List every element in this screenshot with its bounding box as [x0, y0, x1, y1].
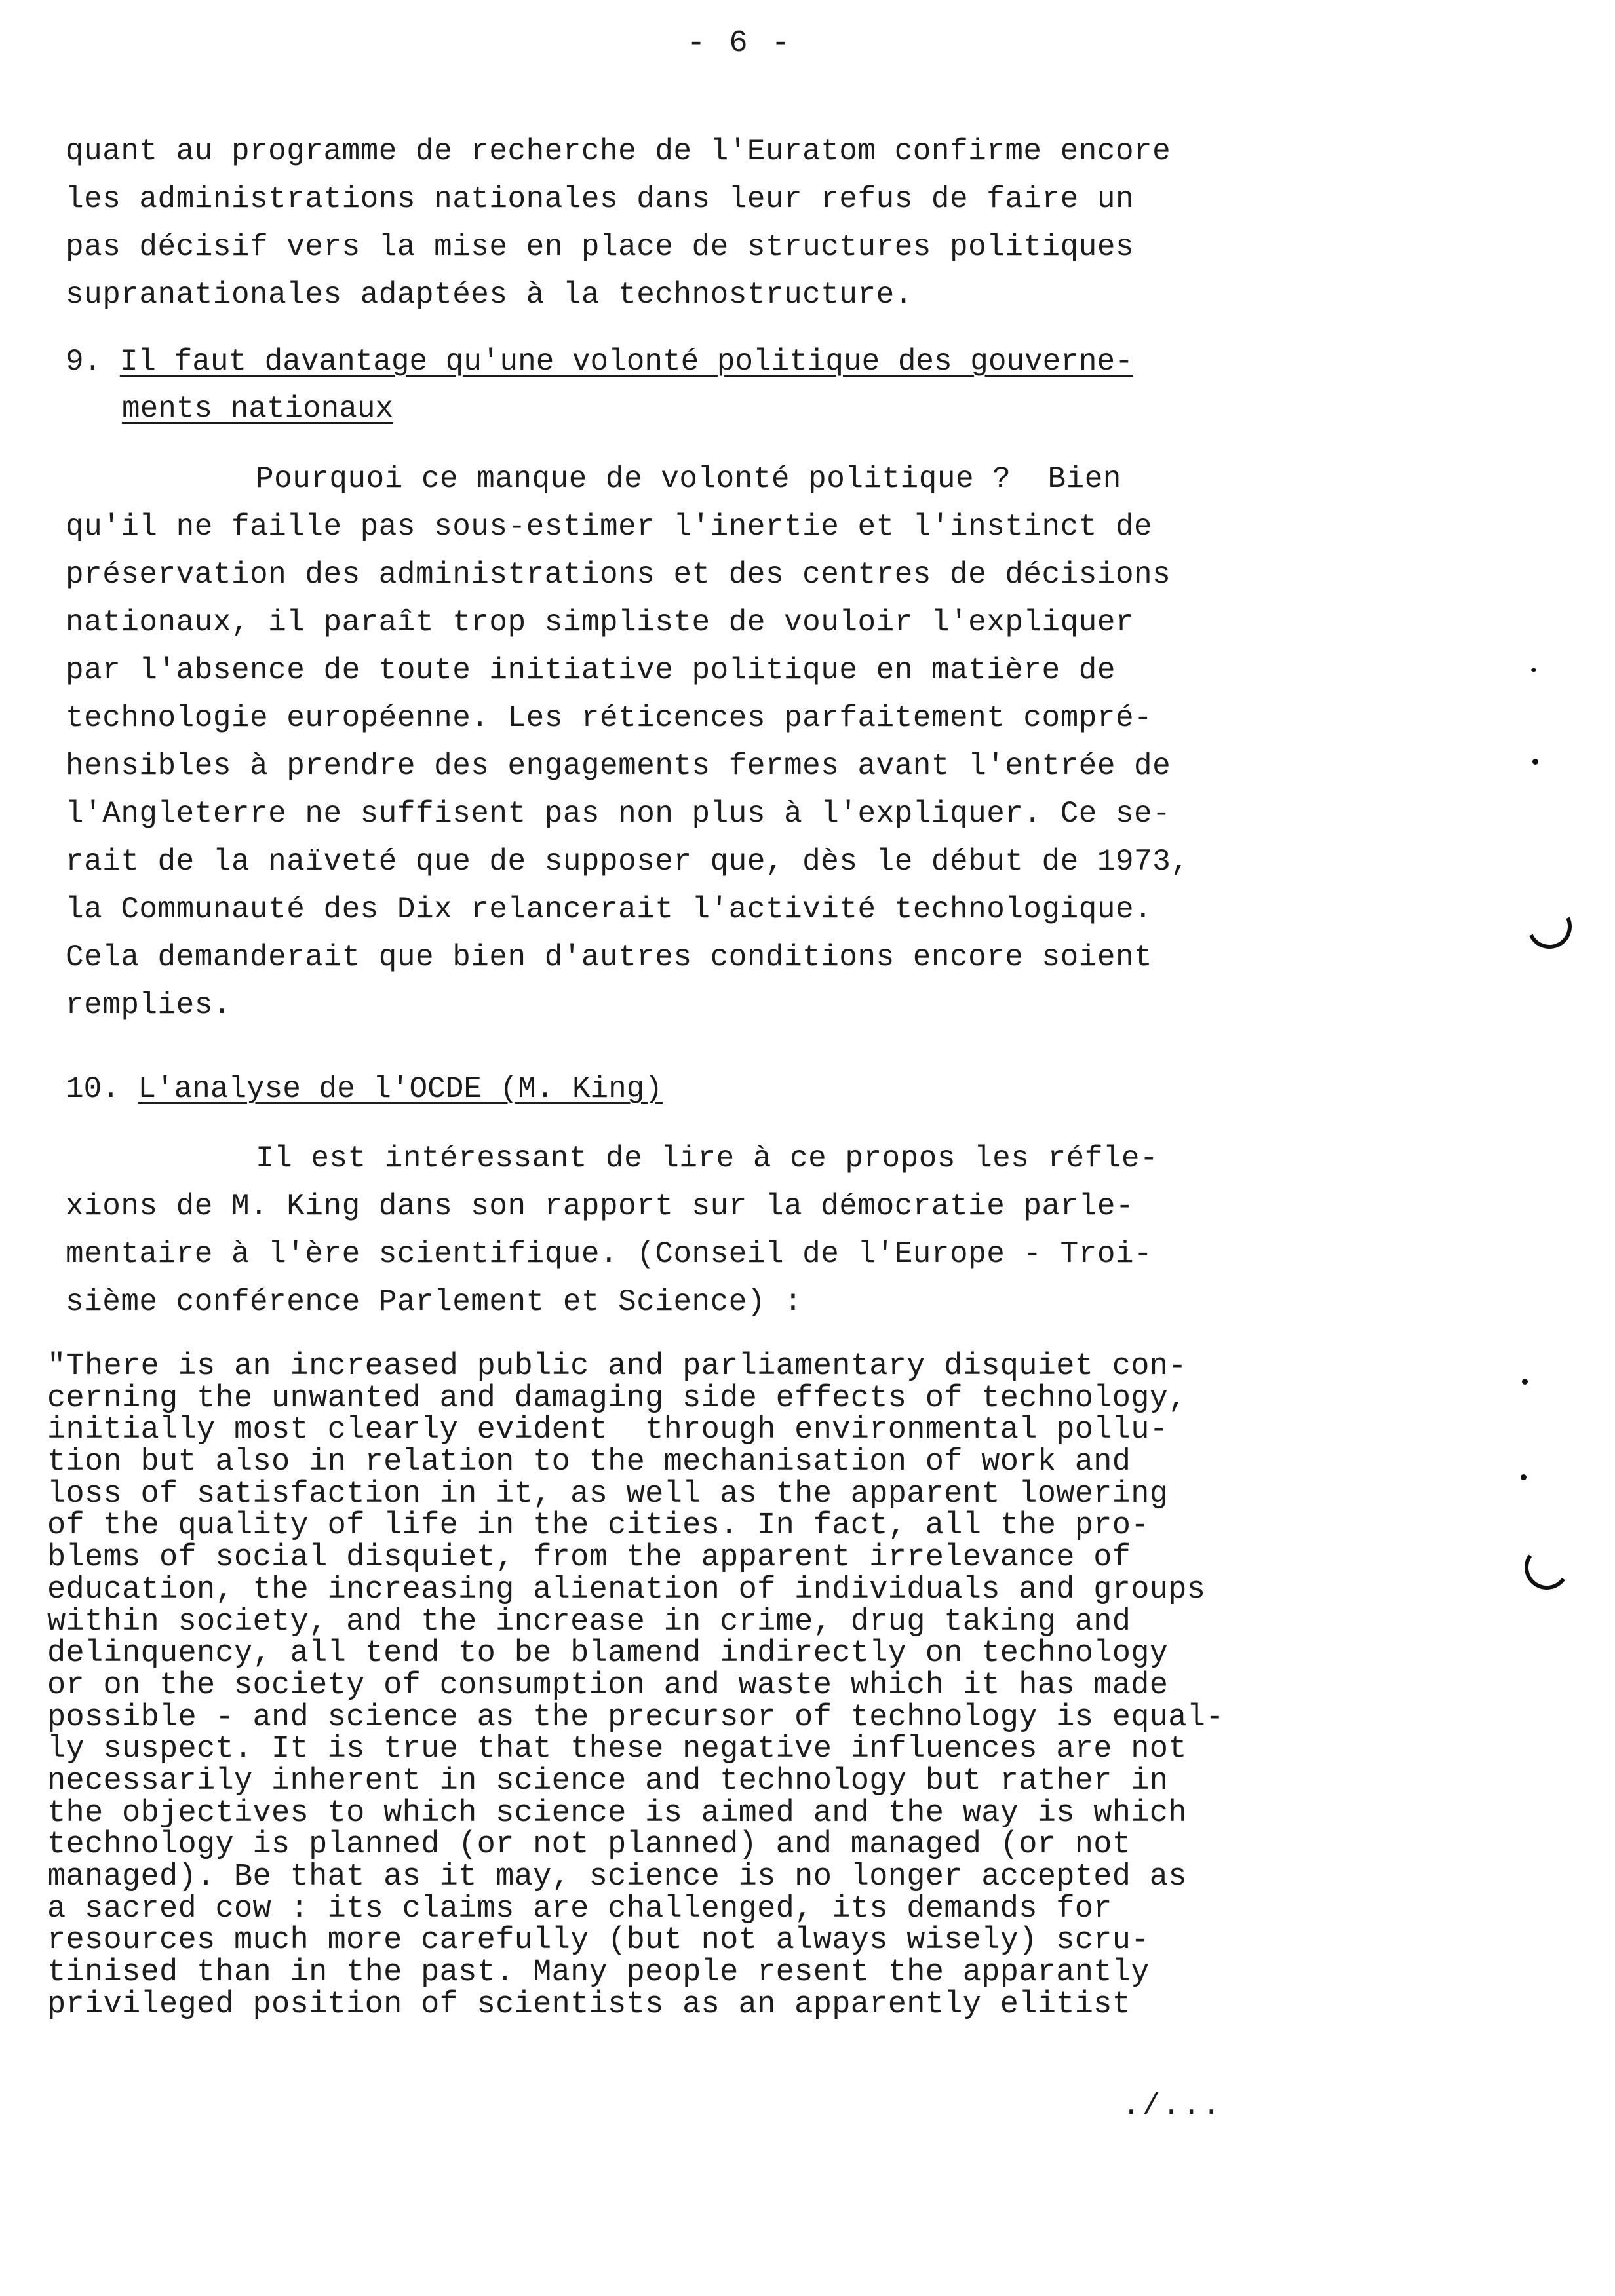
section-9-heading-cont [122, 387, 393, 431]
quote-line: resources much more carefully (but not always wisely) scru- [47, 1923, 1150, 1959]
text-line: Il est intéressant de lire à ce propos les réfle- [256, 1141, 1159, 1176]
scan-dot [1531, 668, 1536, 672]
quote-line: loss of satisfaction in it, as well as the apparent lowering [47, 1476, 1169, 1512]
text-line: quant au programme de recherche de l'Euratom confirme encore [66, 134, 1171, 168]
quote-line: managed). Be that as it may, science is no longer accepted as [47, 1860, 1187, 1894]
text-line: Pourquoi ce manque de volonté politique ? Bien [256, 462, 1121, 496]
english-quotation [47, 1351, 1224, 2021]
quote-line: the objectives to which science is aimed and the way is which [47, 1795, 1187, 1831]
quote-line: a sacred cow : its claims are challenged, its demands for [47, 1891, 1112, 1926]
text-line: qu'il ne faille pas sous-estimer l'inertie et l'instinct de [66, 510, 1153, 544]
quote-line: within society, and the increase in crime, drug taking and [47, 1604, 1131, 1639]
quote-line: of the quality of life in the cities. In fact, all the pro- [47, 1508, 1150, 1544]
text-line: l'Angleterre ne suffisent pas non plus à l'expliquer. Ce se- [66, 797, 1171, 831]
quote-line: education, the increasing alienation of individuals and groups [47, 1572, 1206, 1607]
text-line: xions de M. King dans son rapport sur la démocratie parle- [66, 1189, 1135, 1223]
text-line: hensibles à prendre des engagements fermes avant l'entrée de [66, 749, 1171, 783]
scan-hole-arc [1521, 898, 1578, 955]
quote-line: or on the society of consumption and waste which it has made [47, 1668, 1169, 1703]
section-9-heading [66, 339, 1133, 384]
text-line: sième conférence Parlement et Science) : [66, 1285, 803, 1319]
quote-line: tion but also in relation to the mechanisation of work and [47, 1445, 1131, 1480]
text-line: la Communauté des Dix relancerait l'activité technologique. [66, 892, 1153, 927]
text-line: nationaux, il paraît trop simpliste de vouloir l'expliquer [66, 605, 1135, 640]
section-10-title: L'analyse de l'OCDE (M. King) [138, 1072, 663, 1106]
text-line: supranationales adaptées à la technostructure. [66, 278, 913, 312]
quote-line: "There is an increased public and parliamentary disquiet con- [47, 1349, 1187, 1384]
quote-line: necessarily inherent in science and technology but rather in [47, 1763, 1169, 1799]
section-9-paragraph [66, 455, 1189, 1029]
quote-line: ly suspect. It is true that these negative influences are not [47, 1732, 1187, 1767]
scan-hole-arc [1521, 1542, 1573, 1594]
quote-line: technology is planned (or not planned) and managed (or not [47, 1827, 1131, 1863]
section-10-heading [66, 1067, 663, 1111]
quote-line: blems of social disquiet, from the apparent irrelevance of [47, 1540, 1131, 1576]
quote-line: privileged position of scientists as an apparently elitist [47, 1987, 1131, 2022]
section-10-number: 10. [66, 1072, 120, 1106]
text-line: préservation des administrations et des centres de décisions [66, 558, 1171, 592]
text-line: technologie européenne. Les réticences parfaitement compré- [66, 701, 1153, 735]
intro-paragraph [66, 128, 1171, 319]
scan-dot [1521, 1474, 1527, 1480]
text-line: par l'absence de toute initiative politique en matière de [66, 653, 1116, 687]
scan-dot [1532, 759, 1538, 765]
text-line: les administrations nationales dans leur refus de faire un [66, 182, 1135, 216]
quote-line: possible - and science as the precursor of technology is equal- [47, 1700, 1224, 1735]
section-9-title-line1: Il faut davantage qu'une volonté politique des gouverne- [119, 345, 1133, 379]
continued-mark: ./... [1122, 2089, 1223, 2123]
scan-dot [1522, 1379, 1528, 1385]
text-line: pas décisif vers la mise en place de structures politiques [66, 230, 1135, 264]
text-line: remplies. [66, 988, 231, 1022]
quote-line: initially most clearly evident through environmental pollu- [47, 1413, 1169, 1448]
section-10-paragraph [66, 1135, 1158, 1326]
page-number: - 6 - [687, 26, 793, 61]
section-9-title-line2: ments nationaux [122, 392, 394, 426]
quote-line: cerning the unwanted and damaging side effects of technology, [47, 1381, 1187, 1416]
quote-line: delinquency, all tend to be blamend indirectly on technology [47, 1636, 1169, 1672]
text-line: Cela demanderait que bien d'autres conditions encore soient [66, 940, 1153, 974]
text-line: mentaire à l'ère scientifique. (Conseil de l'Europe - Troi- [66, 1237, 1153, 1271]
text-line: rait de la naïveté que de supposer que, dès le début de 1973, [66, 845, 1190, 879]
section-9-number: 9. [66, 345, 102, 379]
quote-line: tinised than in the past. Many people resent the apparantly [47, 1955, 1150, 1991]
